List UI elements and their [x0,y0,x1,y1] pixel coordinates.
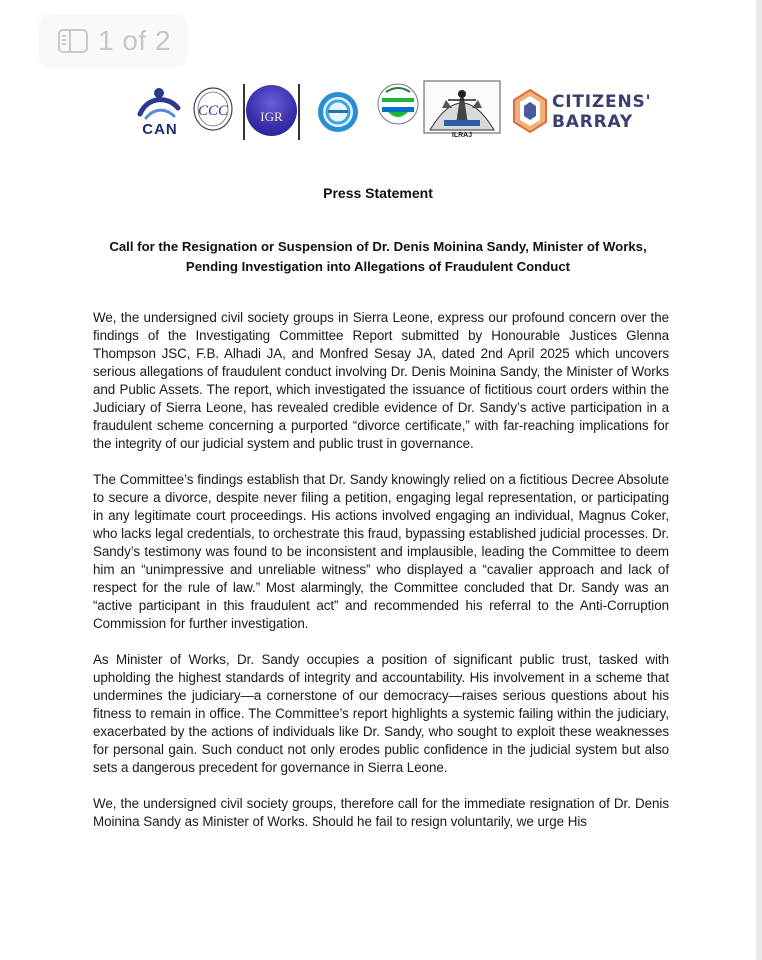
paragraph: The Committee’s findings establish that Dr. Sandy knowingly relied on a fictitious Decree Absolute to secure a divorce, despite never filing a petition, engaging legal representation, or participating in any legitimate court proceedings. His actions involved engaging an individual, Magnus Coker, who lacks legal credentials, to orchestrate this fraud, bypassing established judicial processes. Dr. Sandy’s testimony was found to be inconsistent and implausible, leading the Committee to deem him an “unimpressive and unreliable witness” who displayed a “cavalier approach and lack of respect for the rule of law.” Most alarmingly, the Committee concluded that Dr. Sandy was an “active participant in this fraudulent act” and recommended his referral to the Anti-Corruption Commission for further investigation. [93,472,669,631]
citizens-barray-logo [512,88,652,138]
heading-line-2: Pending Investigation into Allegations of Fraudulent Conduct [185,259,571,274]
paragraph: As Minister of Works, Dr. Sandy occupies a position of significant public trust, tasked with upholding the highest standards of integrity and accountability. His involvement in a scheme that undermines the judiciary—a cornerstone of our democracy—raises serious questions about his fitness to remain in office. The Committee’s report highlights a systemic failing within the judiciary, exacerbated by the actions of individuals like Dr. Sandy, who sought to exploit these weaknesses for personal gain. Such conduct not only erodes public confidence in the judicial system but also sets a dangerous precedent for governance in Sierra Leone. [93,652,669,775]
sidebar-toggle-icon[interactable] [58,29,88,53]
can-logo-text: CAN [142,121,178,138]
ilraj-logo [422,80,502,142]
heading-line-1: Call for the Resignation or Suspension of Dr. Denis Moinina Sandy, Minister of Works, [109,239,647,254]
ccc-seal-logo [192,86,234,132]
blue-circle-logo [316,90,360,134]
scroll-gutter[interactable] [756,0,762,960]
ilraj-logo-text: ILRAJ [451,132,473,139]
svg-text:CCC: CCC [197,103,229,119]
page-indicator[interactable] [38,14,188,68]
sierra-leone-badge-logo [374,82,422,126]
paragraph: We, the undersigned civil society groups in Sierra Leone, express our profound concern over the findings of the Investigating Committee Report submitted by Honourable Justices Glenna Thompson JSC, F.B. Alhadi JA, and Monfred Sesay JA, dated 2nd April 2025 which uncovers serious allegations of fraudulent conduct involving Dr. Denis Moinina Sandy, the Minister of Works and Public Assets. The report, which investigated the issuance of fictitious court orders within the Judiciary of Sierra Leone, has revealed credible evidence of Dr. Sandy’s active participation in a fraudulent scheme concerning a purported “divorce certificate,” with far-reaching implications for the integrity of our judicial system and public trust in governance. [93,310,669,451]
igr-logo [243,84,300,140]
document-heading [80,237,676,277]
page-count-label: 1 of 2 [98,25,172,56]
document-title: Press Statement [323,185,433,201]
barray-logo-line2: BARRAY [552,112,633,132]
paragraph: We, the undersigned civil society groups, therefore call for the immediate resignation of Dr. Denis Moinina Sandy as Minister of Works. Should he fail to resign voluntarily, we urge His [93,796,669,829]
partner-logos [134,80,652,142]
igr-logo-text: IGR [260,108,283,124]
can-logo [134,86,184,138]
barray-logo-line1: CITIZENS' [552,92,652,112]
document-body [93,309,669,849]
